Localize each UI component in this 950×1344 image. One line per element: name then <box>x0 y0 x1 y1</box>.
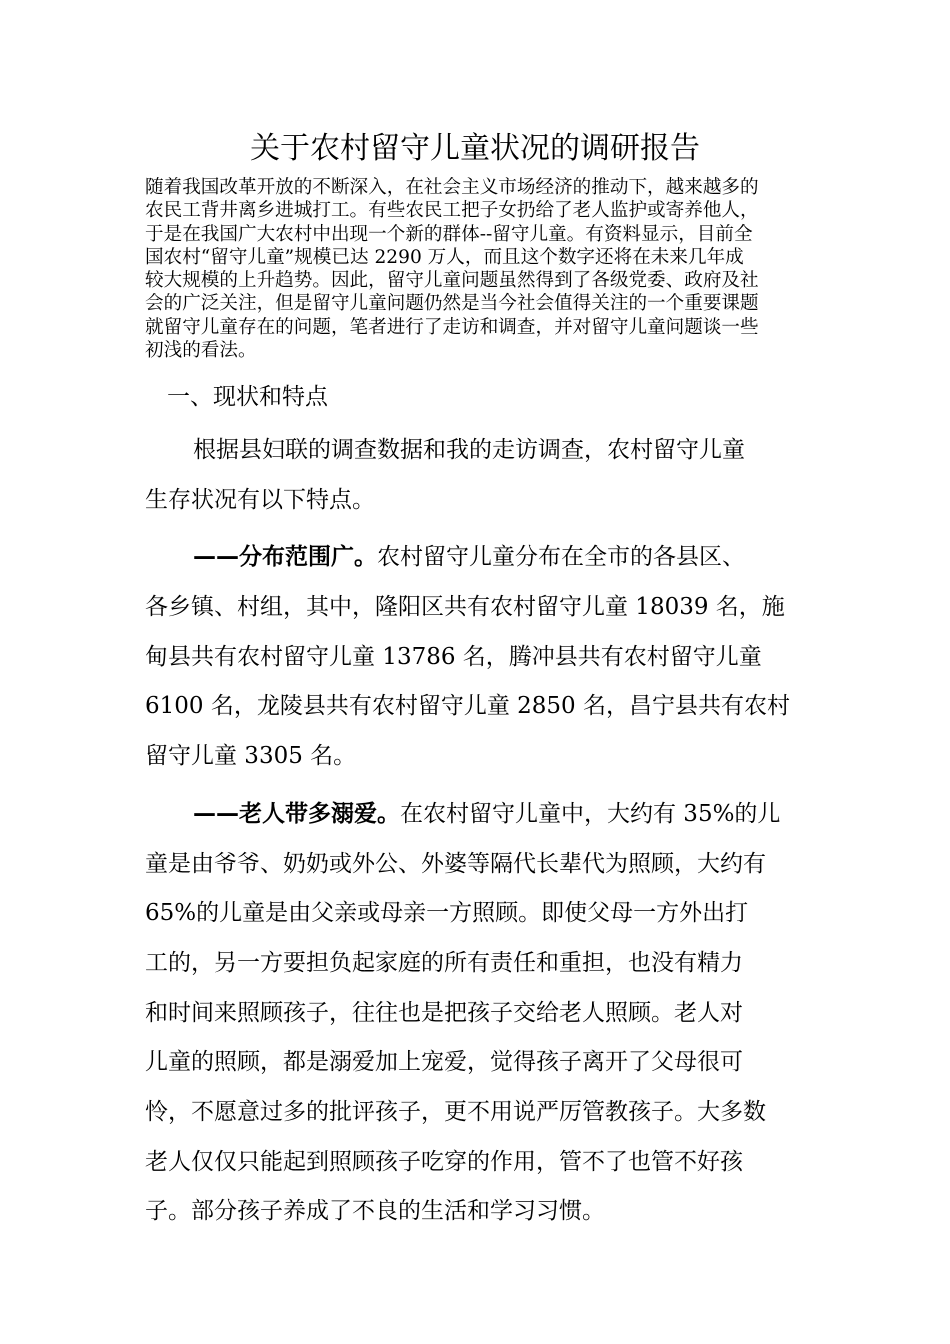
paragraph-line: 工的，另一方要担负起家庭的所有责任和重担，也没有精力 <box>145 949 743 976</box>
paragraph-line: 童是由爷爷、奶奶或外公、外婆等隔代长辈代为照顾，大约有 <box>145 850 766 877</box>
paragraph-text: 在农村留守儿童中，大约有 35%的儿 <box>400 800 781 827</box>
paragraph-line: 子。部分孩子养成了不良的生活和学习习惯。 <box>145 1198 605 1225</box>
paragraph-line: 65%的儿童是由父亲或母亲一方照顾。即使父母一方外出打 <box>145 900 749 927</box>
body-text <box>145 426 809 1237</box>
paragraph-line: 留守儿童 3305 名。 <box>145 743 357 770</box>
intro-line: 就留守儿童存在的问题，笔者进行了走访和调查，并对留守儿童问题谈一些 <box>145 316 759 338</box>
document-title: 关于农村留守儿童状况的调研报告 <box>250 131 700 166</box>
intro-paragraph <box>145 176 809 362</box>
paragraph-first-line <box>145 533 809 583</box>
section-heading: 一、现状和特点 <box>167 384 328 410</box>
paragraph-line: 甸县共有农村留守儿童 13786 名，腾冲县共有农村留守儿童 <box>145 643 762 670</box>
intro-line: 国农村“留守儿童”规模已达 2290 万人，而且这个数字还将在未来几年成 <box>145 246 744 268</box>
paragraph-first-line <box>145 790 809 840</box>
paragraph-lead: ——老人带多溺爱。 <box>193 800 400 827</box>
intro-line: 较大规模的上升趋势。因此，留守儿童问题虽然得到了各级党委、政府及社 <box>145 270 759 292</box>
intro-line: 随着我国改革开放的不断深入，在社会主义市场经济的推动下，越来越多的 <box>145 177 759 198</box>
paragraph-line: 各乡镇、村组，其中，隆阳区共有农村留守儿童 18039 名，施 <box>145 594 785 621</box>
intro-line: 初浅的看法。 <box>145 340 257 362</box>
paragraph-gap <box>145 525 809 533</box>
intro-line: 会的广泛关注，但是留守儿童问题仍然是当今社会值得关注的一个重要课题 <box>145 293 759 315</box>
paragraph-text: 农村留守儿童分布在全市的各县区、 <box>377 544 745 571</box>
intro-line: 于是在我国广大农村中出现一个新的群体--留守儿童。有资料显示，目前全 <box>145 223 753 245</box>
intro-line: 农民工背井离乡进城打工。有些农民工把子女扔给了老人监护或寄养他人， <box>145 200 759 222</box>
paragraph-line: 根据县妇联的调查数据和我的走访调查，农村留守儿童 <box>193 437 745 463</box>
paragraph-line: 老人仅仅只能起到照顾孩子吃穿的作用，管不了也管不好孩 <box>145 1148 743 1175</box>
paragraph-line: 生存状况有以下特点。 <box>145 486 375 513</box>
paragraph-line: 和时间来照顾孩子，往往也是把孩子交给老人照顾。老人对 <box>145 999 743 1026</box>
paragraph-line: 怜，不愿意过多的批评孩子，更不用说严厉管教孩子。大多数 <box>145 1098 766 1125</box>
paragraph-gap <box>145 782 809 790</box>
paragraph-lead: ——分布范围广。 <box>193 544 377 571</box>
paragraph-line: 儿童的照顾，都是溺爱加上宠爱，觉得孩子离开了父母很可 <box>145 1049 743 1076</box>
paragraph-line: 6100 名，龙陵县共有农村留守儿童 2850 名，昌宁县共有农村 <box>145 693 790 720</box>
